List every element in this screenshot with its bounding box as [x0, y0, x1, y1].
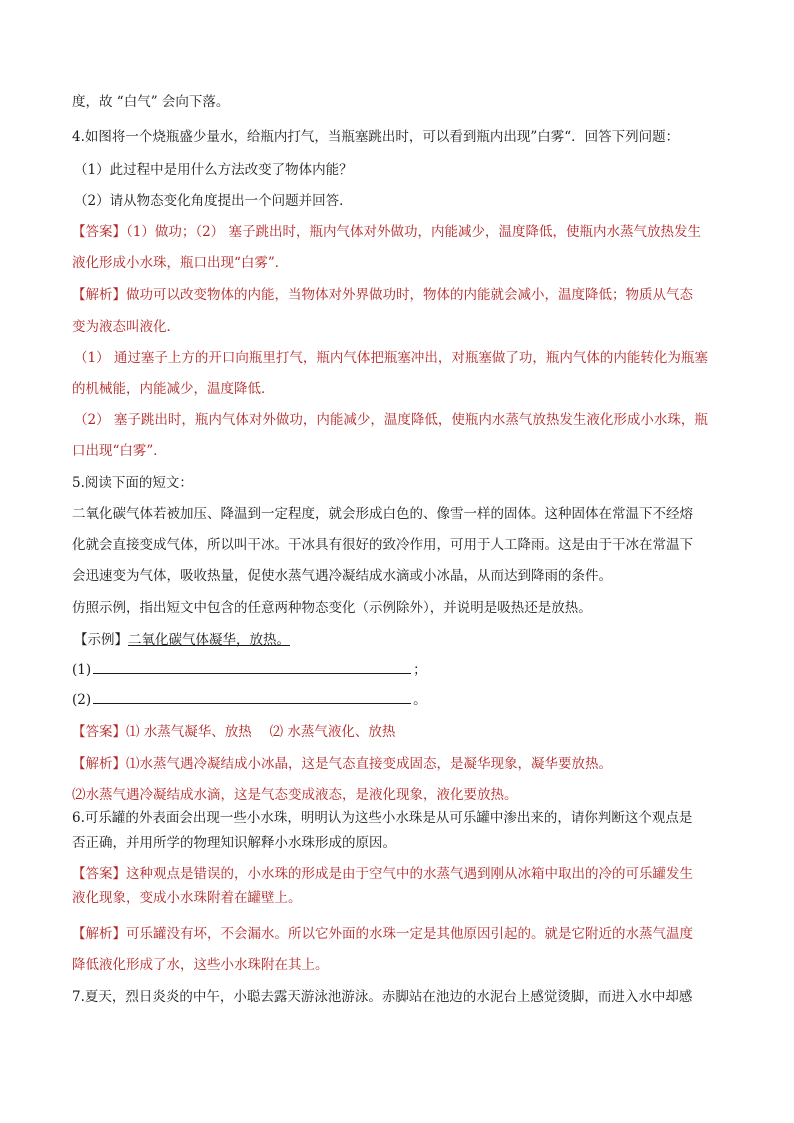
example-line: [74, 630, 290, 650]
analysis-text: 做功可以改变物体的内能，当物体对外界做功时，物体的内能就会减小，温度降低；物质从气态: [126, 287, 693, 303]
example-tag: 【示例】: [74, 632, 128, 648]
blank-line-1: [72, 660, 427, 680]
answer-blank[interactable]: [93, 661, 411, 674]
question-7-line: 7.夏天，烈日炎炎的中午，小聪去露天游泳池游泳。赤脚站在池边的水泥台上感觉烫脚，而进入水中却感: [72, 989, 693, 1005]
analysis-tag: 【解析】: [72, 756, 126, 772]
analysis-text: 口出现“白雾”．: [72, 443, 167, 459]
answer-blank[interactable]: [93, 691, 411, 704]
analysis-text: 降低液化形成了水，这些小水珠附在其上。: [72, 957, 329, 973]
answer-text: 液化现象，变成小水珠附着在罐壁上。: [72, 890, 302, 906]
blank-end: ；: [413, 662, 427, 678]
analysis-text: 可乐罐没有坏，不会漏水。所以它外面的水珠一定是其他原因引起的。就是它附近的水蒸气温度: [126, 926, 693, 942]
question-4-title: 4.如图将一个烧瓶盛少量水，给瓶内打气，当瓶塞跳出时，可以看到瓶内出现”白雾“．回答下列问题：: [72, 129, 680, 145]
analysis-line: [72, 924, 693, 944]
analysis-text: 变为液态叫液化．: [72, 319, 180, 335]
question-4-sub2: （2）请从物态变化角度提出一个问题并回答．: [74, 193, 353, 209]
question-5-prompt: 仿照示例，指出短文中包含的任意两种物态变化（示例除外），并说明是吸热还是放热。: [72, 600, 592, 616]
answer-text: 液化形成小水珠，瓶口出现“白雾”．: [72, 255, 289, 271]
answer-text: 这种观点是错误的，小水珠的形成是由于空气中的水蒸气遇到刚从冰箱中取出的冷的可乐罐发生: [126, 866, 693, 882]
blank-line-2: [72, 690, 427, 710]
analysis-tag: 【解析】: [72, 926, 126, 942]
answer-text: ⑴ 水蒸气凝华、放热 ⑵ 水蒸气液化、放热: [126, 724, 396, 740]
blank-end: 。: [413, 692, 427, 708]
analysis-line: [72, 285, 693, 305]
blank-label: (2): [72, 692, 92, 708]
question-6-line: 6.可乐罐的外表面会出现一些小水珠，明明认为这些小水珠是从可乐罐中渗出来的，请你判断这个观点是: [72, 810, 693, 826]
answer-text: （1）做功；（2） 塞子跳出时，瓶内气体对外做功，内能减少，温度降低，使瓶内水蒸气放热发生: [126, 224, 701, 240]
text-line: 度，故 “白气” 会向下落。: [72, 94, 230, 110]
answer-line: [72, 722, 395, 742]
answer-line: [72, 864, 693, 884]
answer-tag: 【答案】: [72, 724, 126, 740]
example-text: 二氧化碳气体凝华，放热。: [128, 632, 290, 648]
passage-text: 会迅速变为气体，吸收热量，促使水蒸气遇冷凝结成水滴或小冰晶，从而达到降雨的条件。: [72, 568, 612, 584]
analysis-text: （2） 塞子跳出时，瓶内气体对外做功，内能减少，温度降低，使瓶内水蒸气放热发生液化形成小水珠，瓶: [74, 412, 708, 428]
passage-text: 化就会直接变成气体，所以叫干冰。干冰具有很好的致冷作用，可用于人工降雨。这是由于干冰在常温下: [72, 537, 693, 553]
analysis-text: 的机械能，内能减少，温度降低．: [72, 381, 275, 397]
analysis-text: （1） 通过塞子上方的开口向瓶里打气，瓶内气体把瓶塞冲出，对瓶塞做了功，瓶内气体的内能转化为瓶塞: [74, 350, 708, 366]
question-5-title: 5.阅读下面的短文：: [72, 475, 193, 491]
analysis-text: ⑵水蒸气遇冷凝结成水滴，这是气态变成液态，是液化现象，液化要放热。: [72, 787, 518, 803]
answer-tag: 【答案】: [72, 866, 126, 882]
question-6-line: 否正确，并用所学的物理知识解释小水珠形成的原因。: [72, 835, 396, 851]
answer-line: [72, 222, 701, 242]
passage-text: 二氧化碳气体若被加压、降温到一定程度，就会形成白色的、像雪一样的固体。这种固体在常温下不经熔: [72, 506, 693, 522]
question-4-sub1: （1）此过程中是用什么方法改变了物体内能？: [74, 162, 353, 178]
analysis-tag: 【解析】: [72, 287, 126, 303]
blank-label: (1): [72, 662, 92, 678]
analysis-text: ⑴水蒸气遇冷凝结成小冰晶，这是气态直接变成固态，是凝华现象，凝华要放热。: [126, 756, 612, 772]
analysis-line: [72, 754, 612, 774]
answer-tag: 【答案】: [72, 224, 126, 240]
